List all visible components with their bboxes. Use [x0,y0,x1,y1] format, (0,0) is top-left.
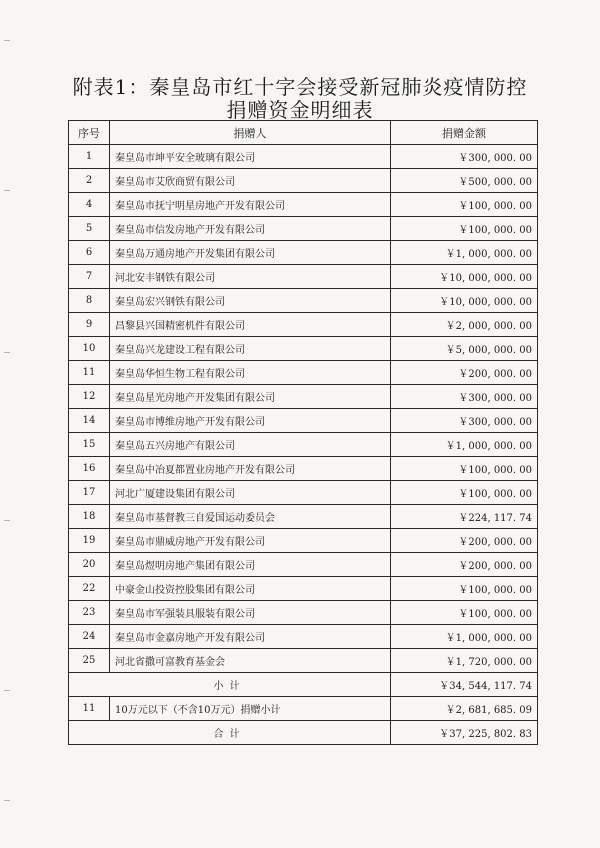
row-donor: 秦皇岛市军强装具服装有限公司 [110,601,391,625]
table-row [69,505,538,529]
row-amount: ￥300, 000. 00 [391,409,538,433]
table-row [69,409,538,433]
row-donor: 秦皇岛中冶夏都置业房地产开发有限公司 [110,457,391,481]
row-donor: 秦皇岛市鼎威房地产开发有限公司 [110,529,391,553]
table-row [69,481,538,505]
row-serial: 19 [69,529,110,553]
row-amount: ￥1, 000, 000. 00 [391,433,538,457]
row-serial: 18 [69,505,110,529]
row-donor: 河北广厦建设集团有限公司 [110,481,391,505]
row-donor: 秦皇岛市博维房地产开发有限公司 [110,409,391,433]
table-row [69,433,538,457]
table-row [69,553,538,577]
row-amount: ￥200, 000. 00 [391,361,538,385]
total-amount: ￥37, 225, 802. 83 [391,721,538,745]
row-serial: 15 [69,433,110,457]
row-serial: 24 [69,625,110,649]
table-row [69,145,538,169]
row-donor: 秦皇岛市抚宁明星房地产开发有限公司 [110,193,391,217]
row-amount: ￥10, 000, 000. 00 [391,265,538,289]
row-donor: 河北省撒可富教育基金会 [110,649,391,673]
row-amount: ￥1, 000, 000. 00 [391,241,538,265]
row-amount: ￥100, 000. 00 [391,601,538,625]
row-amount: ￥500, 000. 00 [391,169,538,193]
table-row [69,193,538,217]
row-amount: ￥1, 720, 000. 00 [391,649,538,673]
scan-edge-mark [4,520,10,521]
row-amount: ￥200, 000. 00 [391,553,538,577]
row-serial: 6 [69,241,110,265]
row-serial: 9 [69,313,110,337]
title-line-1: 附表1：秦皇岛市红十字会接受新冠肺炎疫情防控 [72,75,528,99]
row-serial: 2 [69,169,110,193]
table-row [69,169,538,193]
row-serial: 8 [69,289,110,313]
row-serial: 1 [69,145,110,169]
row-amount: ￥100, 000. 00 [391,577,538,601]
row-amount: ￥100, 000. 00 [391,217,538,241]
row-serial: 5 [69,217,110,241]
page-title [0,76,600,122]
row-amount: ￥300, 000. 00 [391,145,538,169]
subtotal-amount: ￥34, 544, 117. 74 [391,673,538,697]
table-row [69,217,538,241]
row-donor: 秦皇岛市信发房地产开发有限公司 [110,217,391,241]
row-amount: ￥100, 000. 00 [391,457,538,481]
table-row [69,337,538,361]
table-row [69,625,538,649]
row-donor: 秦皇岛五兴房地产有限公司 [110,433,391,457]
row-serial: 17 [69,481,110,505]
table-row [69,289,538,313]
row-serial: 25 [69,649,110,673]
row-serial: 20 [69,553,110,577]
row-amount: ￥2, 000, 000. 00 [391,313,538,337]
row-donor: 秦皇岛煜明房地产集团有限公司 [110,553,391,577]
row-donor: 秦皇岛星光房地产开发集团有限公司 [110,385,391,409]
row-donor: 秦皇岛市基督教三自爱国运动委员会 [110,505,391,529]
table-body [69,145,538,745]
row-donor: 秦皇岛华恒生物工程有限公司 [110,361,391,385]
row-donor: 秦皇岛市坤平安全玻璃有限公司 [110,145,391,169]
row-serial: 7 [69,265,110,289]
total-label: 合计 [69,721,391,745]
total-row [69,721,538,745]
row-serial: 10 [69,337,110,361]
scan-edge-mark [4,690,10,691]
row-amount: ￥300, 000. 00 [391,385,538,409]
table-row [69,601,538,625]
header-donor: 捐赠人 [110,121,391,145]
table-row [69,313,538,337]
header-serial: 序号 [69,121,110,145]
row-donor: 秦皇岛宏兴钢铁有限公司 [110,289,391,313]
table-row [69,577,538,601]
row-donor: 秦皇岛万通房地产开发集团有限公司 [110,241,391,265]
row-serial: 14 [69,409,110,433]
subtotal-row [69,673,538,697]
donation-table-container [68,120,534,745]
table-header-row [69,121,538,145]
row-donor: 秦皇岛兴龙建设工程有限公司 [110,337,391,361]
row-donor: 河北安丰钢铁有限公司 [110,265,391,289]
row-amount: ￥5, 000, 000. 00 [391,337,538,361]
small-donations-amount: ￥2, 681, 685. 09 [391,697,538,721]
row-donor: 昌黎县兴国精密机件有限公司 [110,313,391,337]
row-serial: 22 [69,577,110,601]
row-amount: ￥1, 000, 000. 00 [391,625,538,649]
subtotal-label: 小计 [69,673,391,697]
table-row [69,385,538,409]
row-serial: 11 [69,361,110,385]
row-donor: 秦皇岛市艾欣商贸有限公司 [110,169,391,193]
small-donations-row [69,697,538,721]
header-amount: 捐赠金额 [391,121,538,145]
scan-edge-mark [4,352,10,353]
row-donor: 秦皇岛市金嘉房地产开发有限公司 [110,625,391,649]
scan-edge-mark [4,40,10,41]
table-row [69,265,538,289]
row-amount: ￥100, 000. 00 [391,193,538,217]
row-serial: 12 [69,385,110,409]
row-amount: ￥100, 000. 00 [391,481,538,505]
scan-edge-mark [4,800,10,801]
scan-edge-mark [4,190,10,191]
row-amount: ￥10, 000, 000. 00 [391,289,538,313]
table-row [69,241,538,265]
row-amount: ￥200, 000. 00 [391,529,538,553]
table-row [69,361,538,385]
row-serial: 16 [69,457,110,481]
row-serial: 4 [69,193,110,217]
row-amount: ￥224, 117. 74 [391,505,538,529]
table-row [69,649,538,673]
small-donations-label: 10万元以下（不含10万元）捐赠小计 [110,697,391,721]
donation-table [68,120,538,745]
table-row [69,457,538,481]
row-donor: 中豪金山投资控股集团有限公司 [110,577,391,601]
small-donations-no: 11 [69,697,110,721]
row-serial: 23 [69,601,110,625]
title-line-2: 捐赠资金明细表 [226,98,374,122]
table-row [69,529,538,553]
